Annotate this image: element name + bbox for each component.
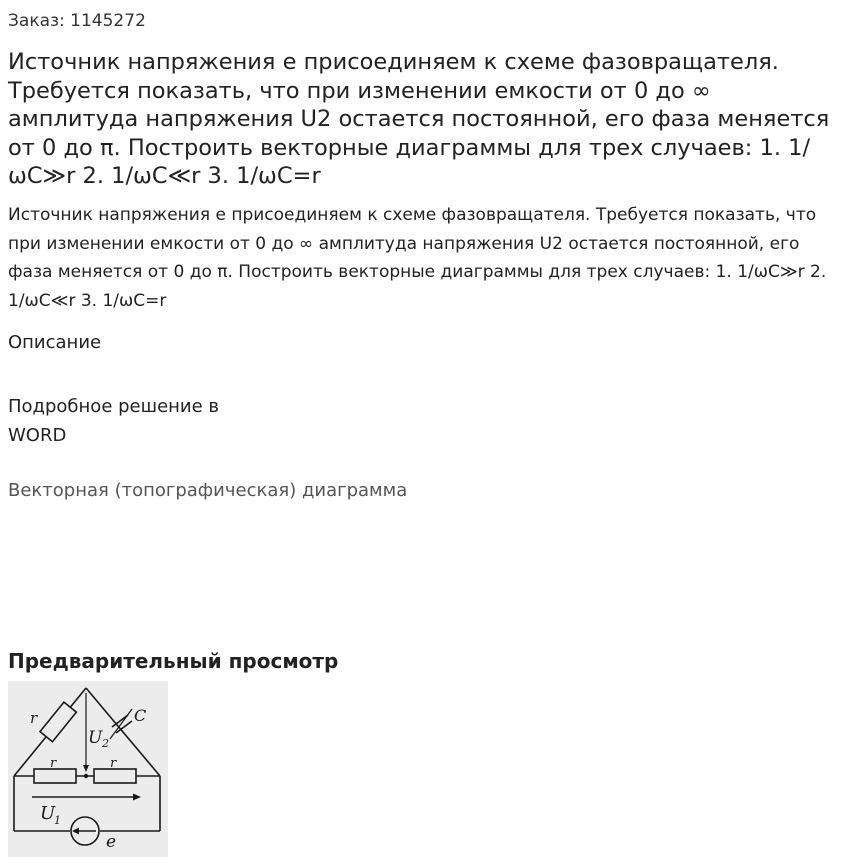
label-capacitor: C — [134, 706, 147, 725]
u2-arrow-head — [83, 765, 89, 772]
resistor-bottom-left — [34, 769, 76, 783]
circuit-diagram — [8, 681, 168, 857]
solution-format-text: Подробное решение в WORD — [8, 396, 220, 446]
preview-image — [8, 681, 168, 857]
label-r-bottom-left: r — [50, 756, 57, 771]
section-label-description: Описание — [8, 332, 102, 353]
resistor-bottom-right — [94, 769, 136, 783]
node-middle — [84, 774, 88, 778]
topographic-diagram-text: Векторная (топографическая) диаграмма — [8, 480, 408, 501]
preview-heading: Предварительный просмотр — [8, 649, 339, 673]
page-title: Источник напряжения е присоединяем к схеме фазовращателя. Требуется показать, что при изменении емкости от 0 до ∞ амплитуда напряжения U2 остается постоянной, его фаза меняется от 0 до π. Построить векторные диаграммы для трех случаев: 1. 1/ωC≫r 2. 1/ωC≪r 3. 1/ωC=r — [8, 49, 830, 190]
task-description: Источник напряжения е присоединяем к схеме фазовращателя. Требуется показать, что при изменении емкости от 0 до ∞ амплитуда напряжения U2 остается постоянной, его фаза меняется от 0 до π. Построить векторные диаграммы для трех случаев: 1. 1/ωC≫r 2. 1/ωC≪r 3. 1/ωC=r — [8, 205, 827, 311]
label-source-e: e — [106, 832, 117, 852]
order-number: Заказ: 1145272 — [8, 11, 146, 31]
u1-arrow-head — [133, 794, 141, 801]
label-u2-sub: 2 — [102, 737, 109, 750]
resistor-left — [40, 702, 76, 742]
label-u1-sub: 1 — [54, 814, 61, 827]
label-u1: U — [40, 803, 56, 824]
label-u2: U — [88, 728, 103, 748]
label-r-left: r — [30, 709, 38, 727]
label-r-bottom-right: r — [110, 756, 117, 771]
